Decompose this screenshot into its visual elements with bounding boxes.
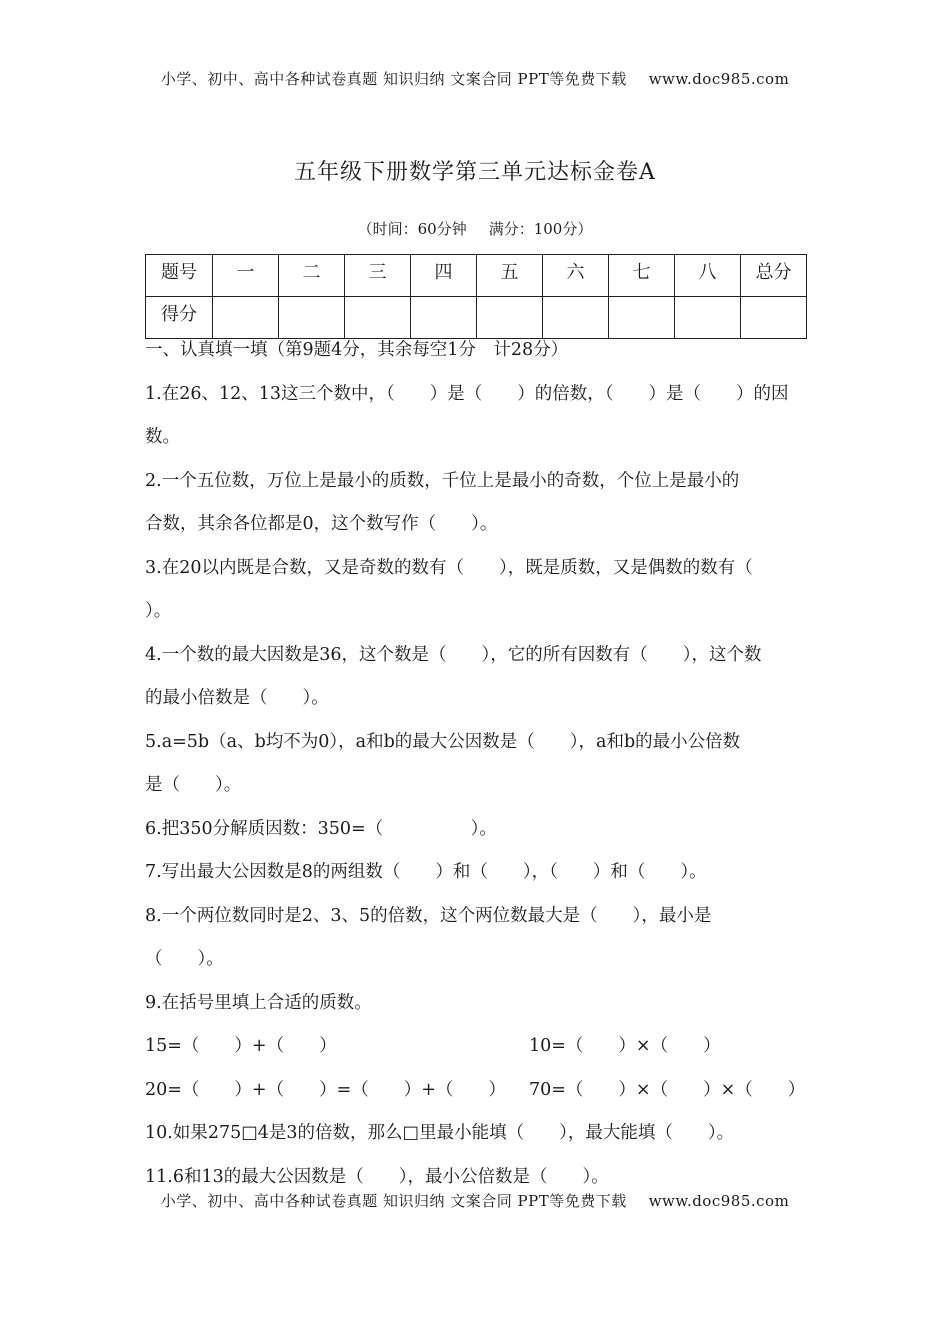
question-7: 7.写出最大公因数是8的两组数（ ）和（ ），（ ）和（ ）。 xyxy=(145,862,707,882)
header-text: 小学、初中、高中各种试卷真题 知识归纳 文案合同 PPT等免费下载 xyxy=(160,70,627,88)
score-table-col: 五 xyxy=(477,255,543,297)
question-1-line-1: 1.在26、12、13这三个数中，（ ）是（ ）的倍数，（ ）是（ ）的因 xyxy=(145,383,789,404)
question-9-item: 15=（ ）+（ ） xyxy=(145,1036,337,1056)
score-table-col: 八 xyxy=(675,255,741,297)
score-cell[interactable] xyxy=(345,297,411,339)
score-table-col: 七 xyxy=(609,255,675,297)
exam-full-score: 满分：100分） xyxy=(488,220,593,238)
exam-info xyxy=(0,218,950,239)
question-3-line-2: ）。 xyxy=(145,601,172,621)
question-2-line-1: 2.一个五位数，万位上是最小的质数，千位上是最小的奇数，个位上是最小的 xyxy=(145,470,740,491)
footer-site-link[interactable]: www.doc985.com xyxy=(648,1192,790,1210)
score-cell[interactable] xyxy=(543,297,609,339)
score-cell[interactable] xyxy=(609,297,675,339)
question-section xyxy=(145,338,815,1208)
footer-text: 小学、初中、高中各种试卷真题 知识归纳 文案合同 PPT等免费下载 xyxy=(160,1192,627,1210)
question-8-line-1: 8.一个两位数同时是2、3、5的倍数，这个两位数最大是（ ），最小是 xyxy=(145,905,712,926)
score-cell[interactable] xyxy=(279,297,345,339)
question-4-line-1: 4.一个数的最大因数是36，这个数是（ ），它的所有因数有（ ），这个数 xyxy=(145,644,762,665)
question-1-line-2: 数。 xyxy=(145,427,180,447)
header-site-link[interactable]: www.doc985.com xyxy=(648,70,790,88)
question-4-line-2: 的最小倍数是（ ）。 xyxy=(145,688,329,708)
question-11: 11.6和13的最大公因数是（ ），最小公倍数是（ ）。 xyxy=(145,1166,609,1187)
score-cell[interactable] xyxy=(213,297,279,339)
score-table-row-label: 得分 xyxy=(146,297,213,339)
question-3-line-1: 3.在20以内既是合数，又是奇数的数有（ ），既是质数，又是偶数的数有（ xyxy=(145,557,753,578)
score-table-score-row xyxy=(146,297,807,339)
score-cell[interactable] xyxy=(411,297,477,339)
section-heading: 一、认真填一填（第9题4分，其余每空1分 计28分） xyxy=(145,340,569,360)
question-9-item: 10=（ ）×（ ） xyxy=(529,1036,721,1056)
question-8-line-2: （ ）。 xyxy=(145,949,224,969)
question-5-line-2: 是（ ）。 xyxy=(145,775,242,795)
score-cell[interactable] xyxy=(741,297,807,339)
question-9-row-2 xyxy=(145,1078,815,1122)
score-table-col: 总分 xyxy=(741,255,807,297)
score-table-col: 三 xyxy=(345,255,411,297)
page-header xyxy=(0,68,950,89)
page-footer xyxy=(0,1190,950,1211)
score-table-row-label: 题号 xyxy=(146,255,213,297)
question-10: 10.如果275□4是3的倍数，那么□里最小能填（ ），最大能填（ ）。 xyxy=(145,1123,735,1143)
score-table xyxy=(145,254,807,339)
question-5-line-1: 5.a=5b（a、b均不为0），a和b的最大公因数是（ ），a和b的最小公倍数 xyxy=(145,731,741,752)
score-cell[interactable] xyxy=(675,297,741,339)
question-9-item: 70=（ ）×（ ）×（ ） xyxy=(529,1079,806,1100)
score-table-col: 一 xyxy=(213,255,279,297)
question-2-line-2: 合数，其余各位都是0，这个数写作（ ）。 xyxy=(145,514,498,534)
score-table-col: 二 xyxy=(279,255,345,297)
score-table-col: 六 xyxy=(543,255,609,297)
question-9: 9.在括号里填上合适的质数。 xyxy=(145,992,372,1013)
question-6: 6.把350分解质因数：350=（ ）。 xyxy=(145,818,497,839)
page-title: 五年级下册数学第三单元达标金卷A xyxy=(294,160,656,185)
score-cell[interactable] xyxy=(477,297,543,339)
score-table-col: 四 xyxy=(411,255,477,297)
exam-time: （时间：60分钟 xyxy=(357,220,467,238)
score-table-header-row xyxy=(146,255,807,297)
question-9-item: 20=（ ）+（ ）=（ ）+（ ） xyxy=(145,1079,506,1100)
question-9-row-1 xyxy=(145,1034,815,1078)
